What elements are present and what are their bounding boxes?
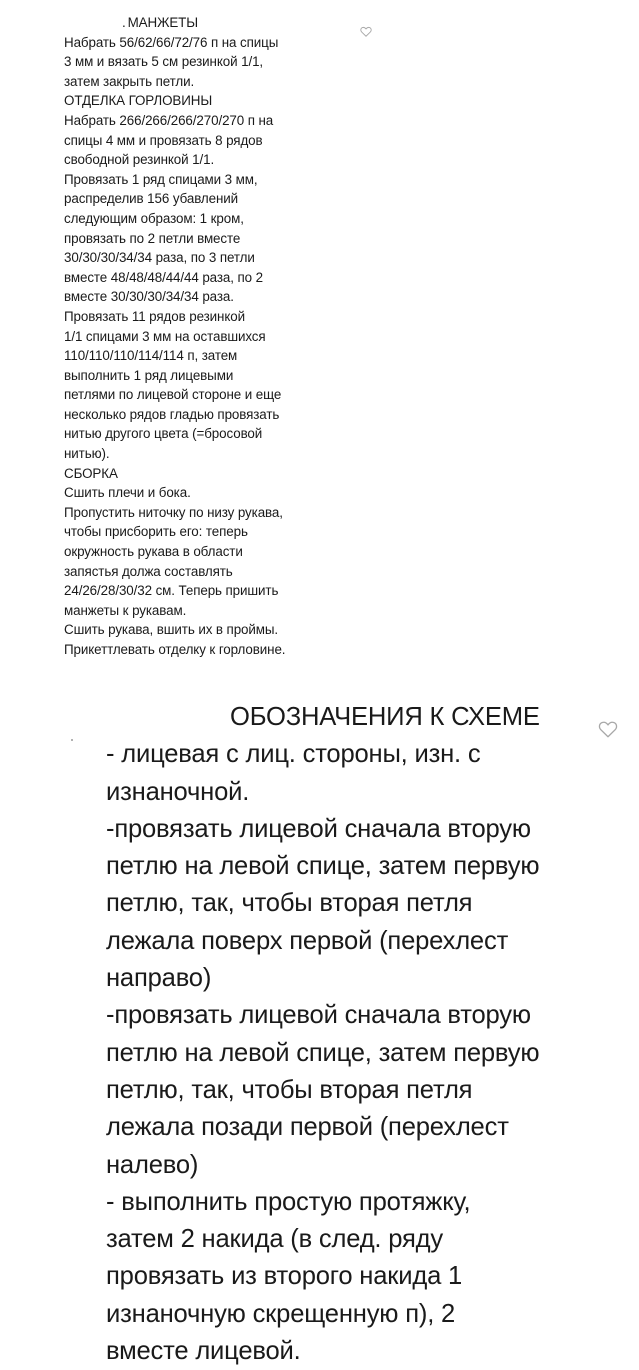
text-line: затем закрыть петли. <box>64 73 195 89</box>
text-line: 3 мм и вязать 5 см резинкой 1/1, <box>64 54 264 70</box>
legend-line: затем 2 накида (в след. ряду <box>106 1225 443 1254</box>
legend-line: направо) <box>106 964 212 993</box>
legend-line: налево) <box>106 1150 199 1179</box>
legend-section <box>106 699 626 1370</box>
text-line: 30/30/30/34/34 раза, по 3 петли <box>64 250 255 266</box>
section-title-neckline: ОТДЕЛКА ГОРЛОВИНЫ <box>64 93 213 109</box>
legend-line: -провязать лицевой сначала вторую <box>106 1001 531 1030</box>
text-line: Набрать 56/62/66/72/76 п на спицы <box>64 34 279 50</box>
text-line: спицы 4 мм и провязать 8 рядов <box>64 132 263 148</box>
text-line: свободной резинкой 1/1. <box>64 152 215 168</box>
text-line: 110/110/110/114/114 п, затем <box>64 348 238 364</box>
text-line: Провязать 11 рядов резинкой <box>64 308 245 324</box>
text-line: распределив 156 убавлений <box>64 191 239 207</box>
text-line: петлями по лицевой стороне и еще <box>64 387 282 403</box>
text-line: манжеты к рукавам. <box>64 602 187 618</box>
text-line: несколько рядов гладью провязать <box>64 406 280 422</box>
text-line: следующим образом: 1 кром, <box>64 210 244 226</box>
legend-line: изнаночной. <box>106 777 250 806</box>
text-line: чтобы присборить его: теперь <box>64 524 248 540</box>
legend-line: -провязать лицевой сначала вторую <box>106 814 531 843</box>
instructions-section <box>64 13 364 660</box>
text-line: выполнить 1 ряд лицевыми <box>64 367 234 383</box>
section-title-cuffs: . МАНЖЕТЫ <box>122 15 199 30</box>
text-line: Набрать 266/266/266/270/270 п на <box>64 112 274 128</box>
text-line: вместе 48/48/48/44/44 раза, по 2 <box>64 269 263 285</box>
legend-line: провязать из второго накида 1 <box>106 1262 463 1291</box>
legend-line: - лицевая с лиц. стороны, изн. с <box>106 740 481 769</box>
legend-line: лежала позади первой (перехлест <box>106 1113 509 1142</box>
text-line: нитью другого цвета (=бросовой <box>64 426 263 442</box>
text-line: Сшить плечи и бока. <box>64 485 191 501</box>
text-line: Пропустить ниточку по низу рукава, <box>64 504 283 520</box>
text-line: окружность рукава в области <box>64 544 243 560</box>
legend-line: петлю, так, чтобы вторая петля <box>106 1075 473 1104</box>
section-title-legend: ОБОЗНАЧЕНИЯ К СХЕМЕ <box>230 703 540 731</box>
legend-line: - выполнить простую протяжку, <box>106 1187 471 1216</box>
text-line: вместе 30/30/30/34/34 раза. <box>64 289 234 305</box>
legend-line: петлю, так, чтобы вторая петля <box>106 889 473 918</box>
legend-line: лежала поверх первой (перехлест <box>106 926 509 955</box>
legend-line: петлю на левой спице, затем первую <box>106 1038 540 1067</box>
legend-line: петлю на левой спице, затем первую <box>106 852 540 881</box>
section-title-assembly: СБОРКА <box>64 465 118 481</box>
text-line: Провязать 1 ряд спицами 3 мм, <box>64 171 258 187</box>
text-line: нитью). <box>64 446 110 462</box>
legend-line: изнаночную скрещенную п), 2 <box>106 1299 456 1328</box>
text-line: запястья должа составлять <box>64 563 233 579</box>
text-line: Сшить рукава, вшить их в проймы. <box>64 622 279 638</box>
text-line: провязать по 2 петли вместе <box>64 230 241 246</box>
image-speck <box>71 739 73 741</box>
text-line: 1/1 спицами 3 мм на оставшихся <box>64 328 266 344</box>
text-line: 24/26/28/30/32 см. Теперь пришить <box>64 583 279 599</box>
heart-outline-icon[interactable] <box>360 26 372 37</box>
text-line: Прикеттлевать отделку к горловине. <box>64 642 286 657</box>
legend-line: вместе лицевой. <box>106 1337 301 1366</box>
heart-outline-icon[interactable] <box>598 720 618 738</box>
